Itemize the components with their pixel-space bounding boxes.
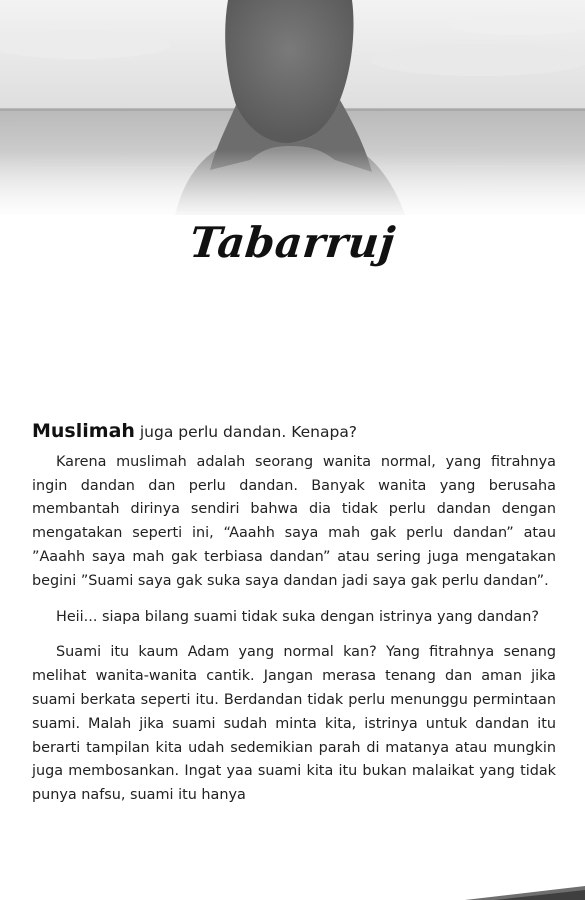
paragraph: Karena muslimah adalah seorang wanita normal, yang fitrahnya ingin dandan dan perlu dandan. Banyak wanita yang berusaha membantah dirinya sendiri bahwa dia tidak perlu dandan dengan mengatakan seperti ini, “Aaahh saya mah gak perlu dandan” atau ”Aaahh saya mah gak terbiasa dandan” atau sering juga mengatakan begini ”Suami saya gak suka saya dandan jadi saya gak perlu dandan”. [32,453,556,589]
page-corner-decoration [465,880,585,900]
chapter-title: Tabarruj [187,218,398,267]
lead-keyword: Muslimah [32,420,135,442]
body-text [32,420,556,820]
paragraph: Suami itu kaum Adam yang normal kan? Yang fitrahnya senang melihat wanita-wanita cantik. Jangan merasa tenang dan aman jika suami berkata seperti itu. Berdandan tidak perlu menunggu permintaan suami. Malah jika suami sudah minta kita, istrinya untuk dandan itu berarti tampilan kita udah sedemikian parah di matanya atau mungkin juga membosankan. Ingat yaa suami kita itu bukan malaikat yang tidak punya nafsu, suami itu hanya [32,644,556,804]
paragraph: Heii... siapa bilang suami tidak suka dengan istrinya yang dandan? [56,608,539,625]
header-photo [0,0,585,215]
lead-rest: juga perlu dandan. Kenapa? [134,423,358,441]
lead-paragraph [32,420,556,445]
